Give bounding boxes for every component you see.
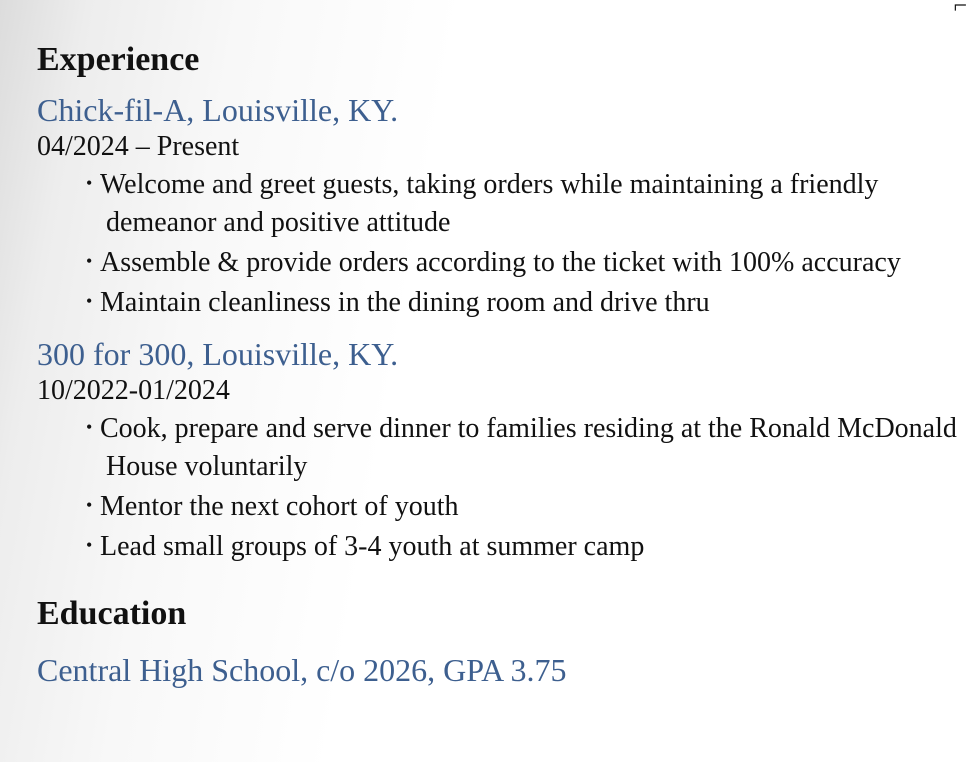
list-item bbox=[37, 526, 965, 566]
job-title: 300 for 300, Louisville, KY. bbox=[37, 336, 399, 372]
job-entry bbox=[37, 334, 965, 566]
bullet-text: Maintain cleanliness in the dining room and drive thru bbox=[100, 287, 710, 318]
list-item bbox=[37, 242, 965, 282]
job-entry bbox=[37, 90, 965, 322]
list-item bbox=[37, 164, 965, 242]
bullet-text: Lead small groups of 3-4 youth at summer camp bbox=[100, 531, 645, 562]
job-title: Chick-fil-A, Louisville, KY. bbox=[37, 92, 399, 128]
job-dates: 04/2024 – Present bbox=[37, 131, 240, 162]
job-dates: 10/2022-01/2024 bbox=[37, 375, 230, 406]
bullet-icon: • bbox=[86, 495, 93, 515]
education-heading: Education bbox=[37, 595, 187, 632]
experience-heading: Experience bbox=[37, 41, 200, 78]
bullet-text: Welcome and greet guests, taking orders while maintaining a friendly demeanor and positive attitude bbox=[100, 169, 879, 238]
job-bullets bbox=[37, 164, 965, 322]
list-item bbox=[37, 486, 965, 526]
bullet-text: Assemble & provide orders according to the ticket with 100% accuracy bbox=[100, 247, 901, 278]
list-item bbox=[37, 282, 965, 322]
bullet-icon: • bbox=[86, 173, 93, 193]
bullet-icon: • bbox=[86, 535, 93, 555]
bullet-icon: • bbox=[86, 251, 93, 271]
school-entry: Central High School, c/o 2026, GPA 3.75 bbox=[37, 652, 567, 688]
list-item bbox=[37, 408, 965, 486]
bullet-text: Cook, prepare and serve dinner to families residing at the Ronald McDonald House voluntarily bbox=[100, 413, 957, 482]
resume-body bbox=[37, 38, 965, 690]
bullet-text: Mentor the next cohort of youth bbox=[100, 491, 459, 522]
bullet-icon: • bbox=[86, 417, 93, 437]
job-bullets bbox=[37, 408, 965, 566]
cut-off-mark: ⌐ bbox=[953, 0, 967, 19]
bullet-icon: • bbox=[86, 291, 93, 311]
